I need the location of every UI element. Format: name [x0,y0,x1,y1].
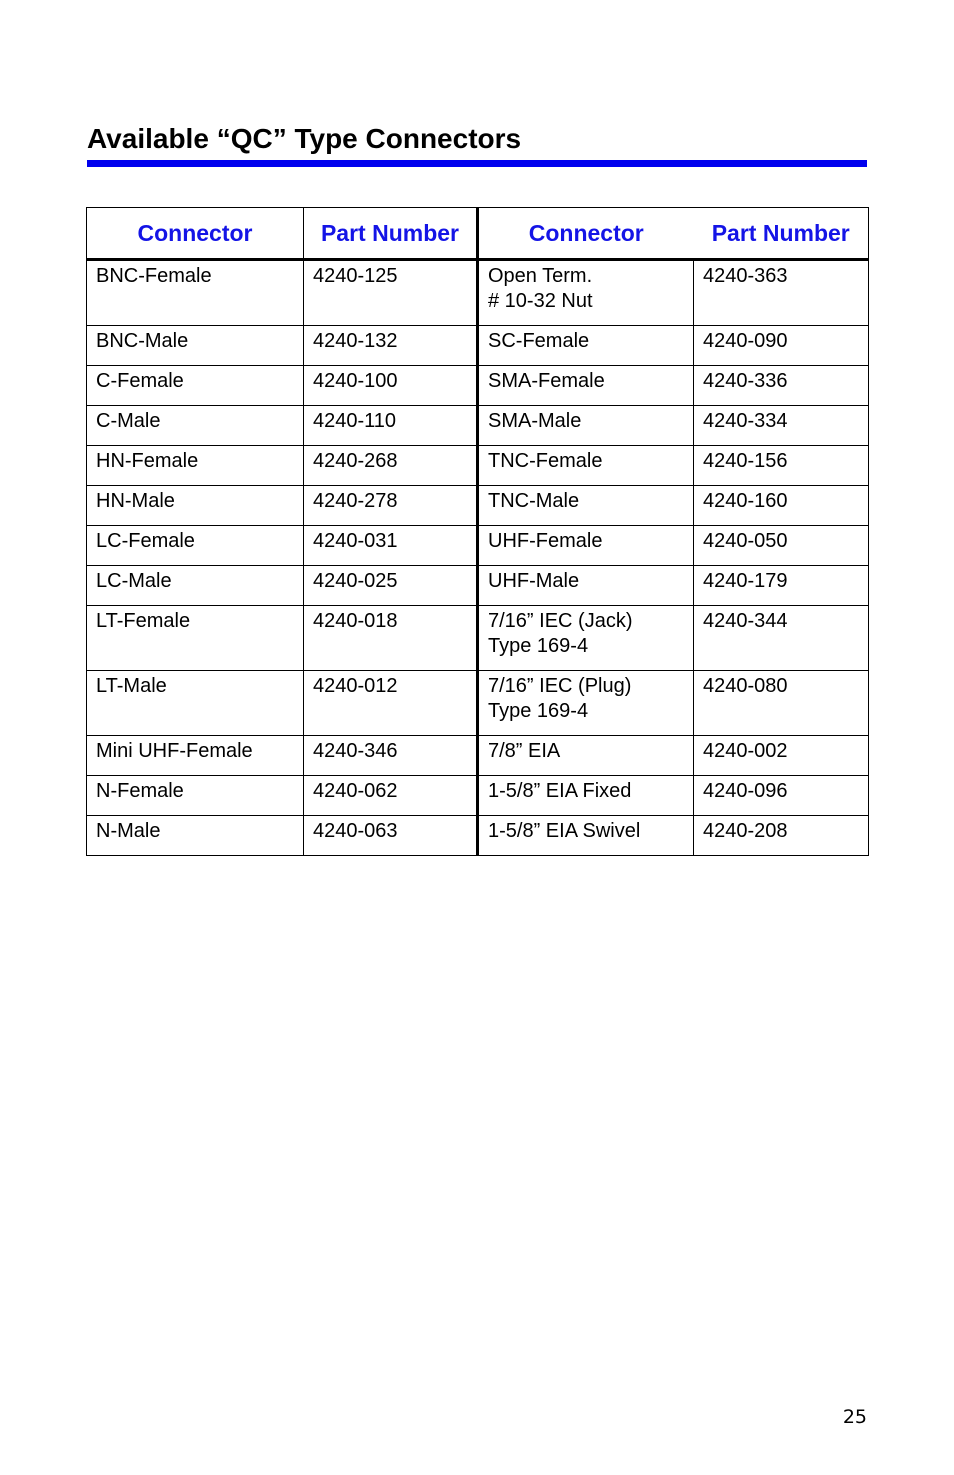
part-number-left-cell: 4240-268 [304,446,478,486]
table-row [87,260,869,326]
table-row [87,526,869,566]
part-number-left-cell: 4240-110 [304,406,478,446]
part-number-right-cell: 4240-336 [694,366,869,406]
connector-left-cell: LT-Male [87,671,304,736]
part-number-right-cell: 4240-050 [694,526,869,566]
table-row [87,326,869,366]
part-number-left-cell: 4240-100 [304,366,478,406]
part-number-right-cell: 4240-363 [694,260,869,326]
part-number-right-cell: 4240-002 [694,736,869,776]
connector-left-cell: HN-Male [87,486,304,526]
connector-right-cell: 7/8” EIA [478,736,694,776]
part-number-right-cell: 4240-096 [694,776,869,816]
part-number-right-cell: 4240-156 [694,446,869,486]
part-number-left-cell: 4240-062 [304,776,478,816]
table-row [87,736,869,776]
connector-left-cell: LC-Male [87,566,304,606]
connector-table [86,207,869,856]
part-number-left-cell: 4240-132 [304,326,478,366]
part-number-left-cell: 4240-025 [304,566,478,606]
part-number-right-cell: 4240-344 [694,606,869,671]
part-number-right-cell: 4240-160 [694,486,869,526]
table-header-row [87,208,869,260]
part-number-right-cell: 4240-090 [694,326,869,366]
part-number-right-cell: 4240-179 [694,566,869,606]
table-row [87,446,869,486]
part-number-left-cell: 4240-278 [304,486,478,526]
connector-left-cell: BNC-Male [87,326,304,366]
connector-right-cell: SC-Female [478,326,694,366]
connector-left-cell: C-Male [87,406,304,446]
table-row [87,776,869,816]
table-row [87,406,869,446]
part-number-right-cell: 4240-334 [694,406,869,446]
connector-right-cell: 1-5/8” EIA Swivel [478,816,694,856]
page-title: Available “QC” Type Connectors [87,123,522,154]
part-number-right-cell: 4240-208 [694,816,869,856]
connector-left-cell: BNC-Female [87,260,304,326]
table-row [87,816,869,856]
header-part-number-left: Part Number [304,208,478,260]
part-number-left-cell: 4240-063 [304,816,478,856]
page-number: 25 [842,1406,867,1428]
connector-left-cell: N-Male [87,816,304,856]
connector-left-cell: LC-Female [87,526,304,566]
table-row [87,566,869,606]
connector-left-cell: N-Female [87,776,304,816]
connector-right-cell: 1-5/8” EIA Fixed [478,776,694,816]
connector-right-cell: SMA-Male [478,406,694,446]
connector-right-cell: SMA-Female [478,366,694,406]
title-underline [87,160,867,167]
part-number-left-cell: 4240-125 [304,260,478,326]
table-row [87,606,869,671]
table-body [87,260,869,856]
header-part-number-right: Part Number [694,208,869,260]
table-row [87,486,869,526]
header-connector-right: Connector [478,208,694,260]
part-number-right-cell: 4240-080 [694,671,869,736]
connector-left-cell: Mini UHF-Female [87,736,304,776]
connector-right-cell: TNC-Female [478,446,694,486]
table-row [87,671,869,736]
connector-left-cell: LT-Female [87,606,304,671]
connector-right-cell: UHF-Female [478,526,694,566]
connector-right-cell: 7/16” IEC (Jack) Type 169-4 [478,606,694,671]
connector-right-cell: TNC-Male [478,486,694,526]
connector-right-cell: Open Term. # 10-32 Nut [478,260,694,326]
table-row [87,366,869,406]
connector-left-cell: C-Female [87,366,304,406]
part-number-left-cell: 4240-346 [304,736,478,776]
part-number-left-cell: 4240-031 [304,526,478,566]
connector-right-cell: UHF-Male [478,566,694,606]
part-number-left-cell: 4240-018 [304,606,478,671]
part-number-left-cell: 4240-012 [304,671,478,736]
header-connector-left: Connector [87,208,304,260]
connector-right-cell: 7/16” IEC (Plug) Type 169-4 [478,671,694,736]
connector-left-cell: HN-Female [87,446,304,486]
